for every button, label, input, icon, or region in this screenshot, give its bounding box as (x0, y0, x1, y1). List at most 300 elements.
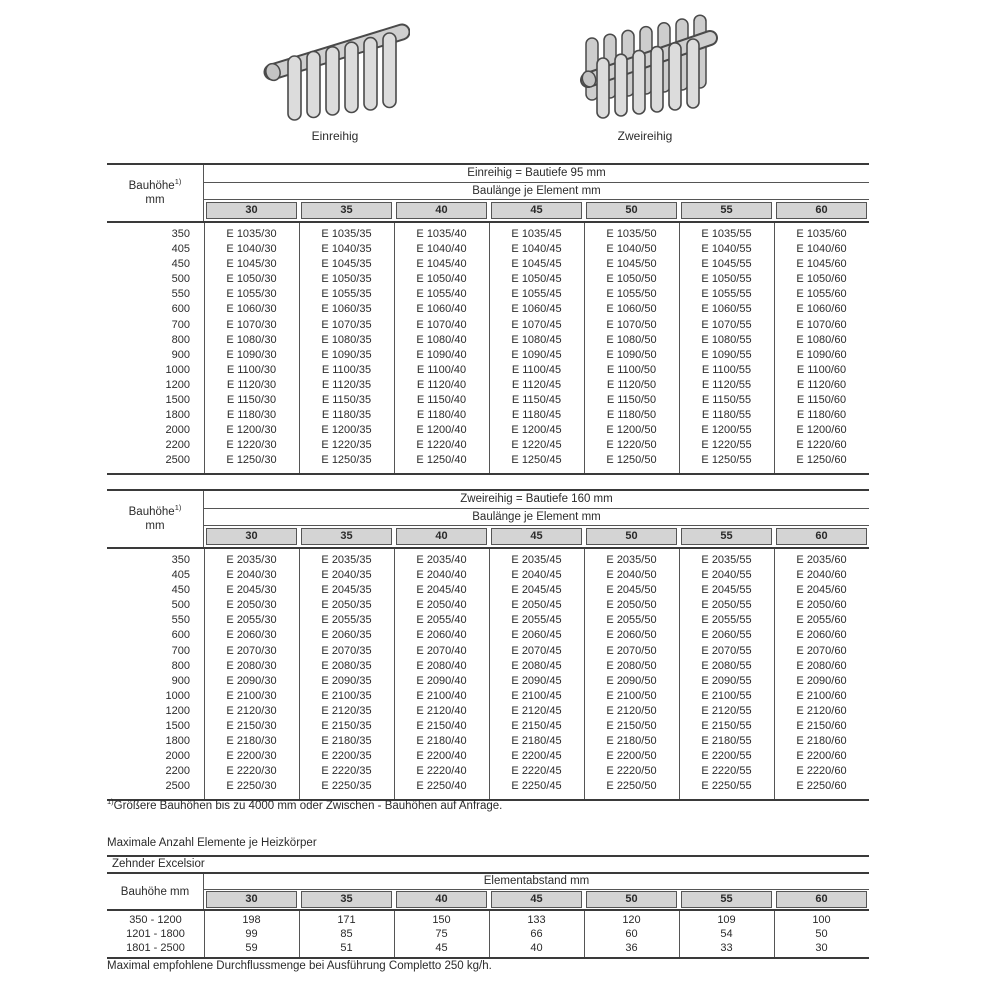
corner-header-unit: mm (145, 520, 165, 532)
value-cell: E 1080/35 (321, 333, 372, 346)
footnote-marker: 1) (174, 503, 182, 513)
value-cell: E 2180/50 (606, 735, 657, 748)
column-header-row (204, 526, 869, 547)
value-cell: E 2045/50 (606, 584, 657, 597)
value-cell: E 2045/45 (511, 584, 562, 597)
table-header (107, 165, 869, 223)
value-cell: E 1080/30 (226, 333, 277, 346)
value-cell: E 2070/60 (796, 644, 847, 657)
value-cell: E 2070/35 (321, 644, 372, 657)
value-cell: E 2080/30 (226, 659, 277, 672)
value-cell: E 1050/40 (416, 273, 467, 286)
table-subtitle: Baulänge je Element mm (204, 183, 869, 200)
row-header-cell: 2000 (165, 750, 190, 763)
table-row (107, 598, 869, 613)
table-max-elements (107, 855, 869, 959)
value-cell: E 2200/30 (226, 750, 277, 763)
value-cell: E 1040/50 (606, 243, 657, 256)
value-cell: E 1120/45 (511, 378, 562, 391)
table-row (107, 363, 869, 378)
radiator-einreihig-illustration (260, 12, 410, 122)
column-header-cell: 50 (586, 891, 677, 908)
value-cell: E 2050/40 (416, 599, 467, 612)
value-cell: E 1220/40 (416, 439, 467, 452)
table-header (107, 491, 869, 549)
value-cell: E 2120/50 (606, 704, 657, 717)
row-header-cell: 1200 (165, 704, 190, 717)
value-cell: E 1060/55 (701, 303, 752, 316)
value-cell: E 2100/30 (226, 689, 277, 702)
value-cell: 75 (435, 928, 448, 940)
column-divider (774, 911, 775, 957)
row-header-cell: 2200 (165, 765, 190, 778)
value-cell: E 2080/60 (796, 659, 847, 672)
value-cell: E 2080/45 (511, 659, 562, 672)
value-cell: E 2100/35 (321, 689, 372, 702)
value-cell: E 1100/50 (606, 363, 657, 376)
table-row (107, 659, 869, 674)
value-cell: E 2180/30 (226, 735, 277, 748)
value-cell: E 2045/40 (416, 584, 467, 597)
figure-zweireihig (566, 8, 724, 143)
value-cell: E 1100/60 (796, 363, 847, 376)
value-cell: E 1200/55 (701, 424, 752, 437)
column-divider (204, 223, 205, 473)
table-row (107, 749, 869, 764)
value-cell: E 1050/50 (606, 273, 657, 286)
value-cell: E 2220/40 (416, 765, 467, 778)
radiator-zweireihig-illustration (570, 8, 720, 122)
value-cell: E 1200/60 (796, 424, 847, 437)
column-divider (299, 223, 300, 473)
value-cell: 50 (815, 928, 828, 940)
column-header-cell: 60 (776, 202, 867, 219)
value-cell: E 1060/30 (226, 303, 277, 316)
footnote-marker: 1) (107, 797, 114, 807)
value-cell: E 2055/35 (321, 614, 372, 627)
value-cell: E 1200/45 (511, 424, 562, 437)
value-cell: E 1090/40 (416, 348, 467, 361)
value-cell: E 2040/45 (511, 569, 562, 582)
value-cell: E 1120/60 (796, 378, 847, 391)
value-cell: E 1100/45 (511, 363, 562, 376)
value-cell: E 2180/45 (511, 735, 562, 748)
value-cell: E 1090/30 (226, 348, 277, 361)
value-cell: E 2080/50 (606, 659, 657, 672)
value-cell: E 2045/55 (701, 584, 752, 597)
table-row (107, 302, 869, 317)
value-cell: E 1150/40 (416, 394, 467, 407)
value-cell: 40 (530, 942, 543, 954)
value-cell: E 2035/45 (511, 554, 562, 566)
column-divider (204, 911, 205, 957)
table-row (107, 423, 869, 438)
value-cell: E 2180/60 (796, 735, 847, 748)
table-row (107, 393, 869, 408)
row-header-cell: 700 (171, 318, 190, 331)
value-cell: E 1045/55 (701, 258, 752, 271)
row-header-cell: 900 (171, 674, 190, 687)
value-cell: E 1220/60 (796, 439, 847, 452)
column-header-cell: 40 (396, 202, 487, 219)
table-row (107, 644, 869, 659)
value-cell: 99 (245, 928, 258, 940)
value-cell: E 1035/30 (226, 228, 277, 240)
value-cell: E 2150/60 (796, 720, 847, 733)
value-cell: E 2035/30 (226, 554, 277, 566)
table-row (107, 272, 869, 287)
column-header-cell: 40 (396, 891, 487, 908)
value-cell: E 1120/40 (416, 378, 467, 391)
value-cell: E 2070/50 (606, 644, 657, 657)
table-row (107, 287, 869, 302)
value-cell: E 2040/30 (226, 569, 277, 582)
row-header-cell: 800 (171, 333, 190, 346)
value-cell: E 2050/50 (606, 599, 657, 612)
row-header-cell: 1801 - 2500 (126, 942, 185, 954)
value-cell: 45 (435, 942, 448, 954)
column-header-cell: 55 (681, 528, 772, 545)
column-divider (489, 223, 490, 473)
value-cell: E 1150/55 (701, 394, 752, 407)
row-header-cell: 800 (171, 659, 190, 672)
value-cell: E 1120/35 (321, 378, 372, 391)
value-cell: E 1180/55 (701, 409, 752, 422)
value-cell: E 1220/55 (701, 439, 752, 452)
row-header-cell: 1200 (165, 378, 190, 391)
value-cell: E 1045/50 (606, 258, 657, 271)
row-header-cell: 2000 (165, 424, 190, 437)
value-cell: E 1045/60 (796, 258, 847, 271)
value-cell: E 1040/35 (321, 243, 372, 256)
table-row (107, 704, 869, 719)
table-title: Einreihig = Bautiefe 95 mm (204, 165, 869, 183)
row-header-cell: 550 (171, 288, 190, 301)
value-cell: E 2220/55 (701, 765, 752, 778)
value-cell: E 2060/45 (511, 629, 562, 642)
value-cell: E 1050/35 (321, 273, 372, 286)
value-cell: E 2120/35 (321, 704, 372, 717)
table-row (107, 583, 869, 598)
row-header-cell: 900 (171, 348, 190, 361)
value-cell: E 2040/60 (796, 569, 847, 582)
table-row (107, 333, 869, 348)
value-cell: E 2070/30 (226, 644, 277, 657)
column-header-cell: 50 (586, 528, 677, 545)
value-cell: E 2060/40 (416, 629, 467, 642)
column-divider (394, 549, 395, 799)
row-header-cell: 405 (171, 569, 190, 582)
value-cell: E 2070/40 (416, 644, 467, 657)
corner-header-unit: mm (145, 194, 165, 206)
corner-header (107, 491, 204, 547)
value-cell: E 2035/50 (606, 554, 657, 566)
row-header-cell: 1000 (165, 363, 190, 376)
value-cell: E 1080/45 (511, 333, 562, 346)
value-cell: E 1070/55 (701, 318, 752, 331)
column-header-cell: 50 (586, 202, 677, 219)
column-header-cell: 45 (491, 891, 582, 908)
value-cell: E 2180/55 (701, 735, 752, 748)
value-cell: E 1055/60 (796, 288, 847, 301)
value-cell: E 1200/40 (416, 424, 467, 437)
column-divider (299, 911, 300, 957)
value-cell: E 1055/35 (321, 288, 372, 301)
row-header-cell: 450 (171, 584, 190, 597)
value-cell: 30 (815, 942, 828, 954)
value-cell: E 2090/40 (416, 674, 467, 687)
value-cell: E 2150/55 (701, 720, 752, 733)
value-cell: E 1150/60 (796, 394, 847, 407)
value-cell: E 2035/35 (321, 554, 372, 566)
value-cell: 100 (812, 914, 831, 926)
column-divider (394, 223, 395, 473)
table-row (107, 779, 869, 794)
value-cell: E 1080/40 (416, 333, 467, 346)
value-cell: E 1080/60 (796, 333, 847, 346)
value-cell: E 2080/55 (701, 659, 752, 672)
table-row (107, 257, 869, 272)
value-cell: E 2250/35 (321, 780, 372, 793)
value-cell: E 2200/35 (321, 750, 372, 763)
row-header-cell: 350 (171, 554, 190, 566)
corner-header (107, 874, 204, 909)
column-divider (679, 223, 680, 473)
table-row (107, 378, 869, 393)
row-header-cell: 1800 (165, 409, 190, 422)
column-header-cell: 45 (491, 528, 582, 545)
value-cell: E 1180/35 (321, 409, 372, 422)
value-cell: E 2055/30 (226, 614, 277, 627)
value-cell: E 1070/35 (321, 318, 372, 331)
column-divider (299, 549, 300, 799)
value-cell: E 1180/45 (511, 409, 562, 422)
value-cell: E 2040/40 (416, 569, 467, 582)
value-cell: E 1040/45 (511, 243, 562, 256)
row-header-cell: 350 - 1200 (129, 914, 182, 926)
table-span-title: Elementabstand mm (204, 874, 869, 890)
row-header-cell: 550 (171, 614, 190, 627)
value-cell: E 2200/45 (511, 750, 562, 763)
value-cell: E 1055/50 (606, 288, 657, 301)
section-title: Maximale Anzahl Elemente je Heizkörper (107, 837, 317, 849)
column-header-cell: 35 (301, 891, 392, 908)
value-cell: E 2150/30 (226, 720, 277, 733)
value-cell: E 2080/40 (416, 659, 467, 672)
value-cell: E 1035/55 (701, 228, 752, 240)
value-cell: E 2050/45 (511, 599, 562, 612)
value-cell: E 1220/50 (606, 439, 657, 452)
value-cell: E 1090/60 (796, 348, 847, 361)
value-cell: E 2060/55 (701, 629, 752, 642)
table-body (107, 911, 869, 957)
value-cell: E 1120/50 (606, 378, 657, 391)
value-cell: E 2050/30 (226, 599, 277, 612)
value-cell: E 2200/55 (701, 750, 752, 763)
column-header-cell: 55 (681, 202, 772, 219)
value-cell: E 1060/60 (796, 303, 847, 316)
table-row (107, 242, 869, 257)
table-body (107, 223, 869, 473)
value-cell: E 1045/30 (226, 258, 277, 271)
figure-einreihig (256, 12, 414, 143)
value-cell: 36 (625, 942, 638, 954)
value-cell: E 2220/35 (321, 765, 372, 778)
column-header-cell: 30 (206, 202, 297, 219)
column-header-cell: 55 (681, 891, 772, 908)
table-row (107, 628, 869, 643)
column-header-row (204, 200, 869, 221)
value-cell: E 1035/60 (796, 228, 847, 240)
column-header-cell: 35 (301, 528, 392, 545)
column-header-cell: 30 (206, 891, 297, 908)
value-cell: E 1055/55 (701, 288, 752, 301)
value-cell: E 2060/30 (226, 629, 277, 642)
value-cell: E 1070/30 (226, 318, 277, 331)
table-row (107, 453, 869, 468)
value-cell: E 1250/45 (511, 454, 562, 467)
flow-note: Maximal empfohlene Durchflussmenge bei Ausführung Completto 250 kg/h. (107, 960, 492, 972)
column-header-cell: 35 (301, 202, 392, 219)
column-divider (394, 911, 395, 957)
table-row (107, 568, 869, 583)
value-cell: E 1180/60 (796, 409, 847, 422)
value-cell: E 2055/60 (796, 614, 847, 627)
row-header-cell: 1201 - 1800 (126, 928, 185, 940)
table-row (107, 941, 869, 955)
value-cell: E 1080/55 (701, 333, 752, 346)
value-cell: E 1220/45 (511, 439, 562, 452)
value-cell: E 1100/55 (701, 363, 752, 376)
footnote (107, 797, 503, 812)
value-cell: E 2040/55 (701, 569, 752, 582)
value-cell: E 1100/30 (226, 363, 277, 376)
value-cell: E 2180/35 (321, 735, 372, 748)
value-cell: E 2040/50 (606, 569, 657, 582)
value-cell: E 2120/45 (511, 704, 562, 717)
value-cell: E 2250/30 (226, 780, 277, 793)
value-cell: E 1055/30 (226, 288, 277, 301)
value-cell: E 1060/35 (321, 303, 372, 316)
table-row (107, 674, 869, 689)
value-cell: E 1060/45 (511, 303, 562, 316)
value-cell: E 1100/35 (321, 363, 372, 376)
value-cell: 109 (717, 914, 736, 926)
value-cell: E 2060/60 (796, 629, 847, 642)
value-cell: E 1070/40 (416, 318, 467, 331)
table-row (107, 719, 869, 734)
value-cell: E 1055/40 (416, 288, 467, 301)
row-header-cell: 1800 (165, 735, 190, 748)
value-cell: E 1090/55 (701, 348, 752, 361)
table-row (107, 318, 869, 333)
corner-header-title: Bauhöhe$^{1)}$ (128, 177, 182, 192)
value-cell: E 1040/30 (226, 243, 277, 256)
value-cell: E 1040/60 (796, 243, 847, 256)
footnote-marker: 1) (174, 177, 182, 187)
corner-header (107, 165, 204, 221)
value-cell: 198 (242, 914, 261, 926)
value-cell: E 1035/50 (606, 228, 657, 240)
value-cell: E 2035/40 (416, 554, 467, 566)
value-cell: E 2050/35 (321, 599, 372, 612)
value-cell: E 2180/40 (416, 735, 467, 748)
table-row (107, 408, 869, 423)
column-header-cell: 45 (491, 202, 582, 219)
row-header-cell: 2500 (165, 780, 190, 793)
value-cell: E 1120/30 (226, 378, 277, 391)
table-row (107, 913, 869, 927)
value-cell: E 1250/60 (796, 454, 847, 467)
value-cell: E 1090/50 (606, 348, 657, 361)
row-header-cell: 500 (171, 273, 190, 286)
value-cell: E 1035/35 (321, 228, 372, 240)
column-divider (584, 223, 585, 473)
table-row (107, 734, 869, 749)
value-cell: E 1150/45 (511, 394, 562, 407)
value-cell: E 2100/40 (416, 689, 467, 702)
value-cell: E 2100/60 (796, 689, 847, 702)
value-cell: E 2050/55 (701, 599, 752, 612)
value-cell: E 1070/50 (606, 318, 657, 331)
value-cell: E 2120/40 (416, 704, 467, 717)
value-cell: E 2150/35 (321, 720, 372, 733)
value-cell: E 2120/55 (701, 704, 752, 717)
value-cell: E 2035/60 (796, 554, 847, 566)
value-cell: E 1035/45 (511, 228, 562, 240)
value-cell: E 1080/50 (606, 333, 657, 346)
column-header-row (204, 890, 869, 909)
figure-label-zweireihig: Zweireihig (617, 129, 673, 143)
value-cell: E 2045/35 (321, 584, 372, 597)
column-divider (489, 911, 490, 957)
value-cell: E 2120/30 (226, 704, 277, 717)
table-title: Zehnder Excelsior (107, 857, 869, 874)
value-cell: E 2220/60 (796, 765, 847, 778)
value-cell: E 2060/50 (606, 629, 657, 642)
value-cell: E 2050/60 (796, 599, 847, 612)
figure-label-einreihig: Einreihig (311, 129, 359, 143)
value-cell: E 1040/55 (701, 243, 752, 256)
value-cell: E 1045/40 (416, 258, 467, 271)
value-cell: E 2090/45 (511, 674, 562, 687)
value-cell: E 2250/60 (796, 780, 847, 793)
table-row (107, 764, 869, 779)
value-cell: E 1180/40 (416, 409, 467, 422)
value-cell: E 1050/30 (226, 273, 277, 286)
value-cell: E 2055/55 (701, 614, 752, 627)
table-row (107, 553, 869, 568)
column-header-cell: 40 (396, 528, 487, 545)
column-divider (774, 549, 775, 799)
table-row (107, 613, 869, 628)
value-cell: E 1250/55 (701, 454, 752, 467)
value-cell: E 2060/35 (321, 629, 372, 642)
value-cell: E 2220/45 (511, 765, 562, 778)
table-row (107, 438, 869, 453)
value-cell: E 1060/50 (606, 303, 657, 316)
value-cell: E 2055/45 (511, 614, 562, 627)
value-cell: E 1250/35 (321, 454, 372, 467)
value-cell: E 2200/40 (416, 750, 467, 763)
table-row (107, 227, 869, 242)
value-cell: E 2120/60 (796, 704, 847, 717)
value-cell: E 2090/55 (701, 674, 752, 687)
value-cell: 66 (530, 928, 543, 940)
value-cell: E 2150/40 (416, 720, 467, 733)
value-cell: E 1150/35 (321, 394, 372, 407)
value-cell: 60 (625, 928, 638, 940)
